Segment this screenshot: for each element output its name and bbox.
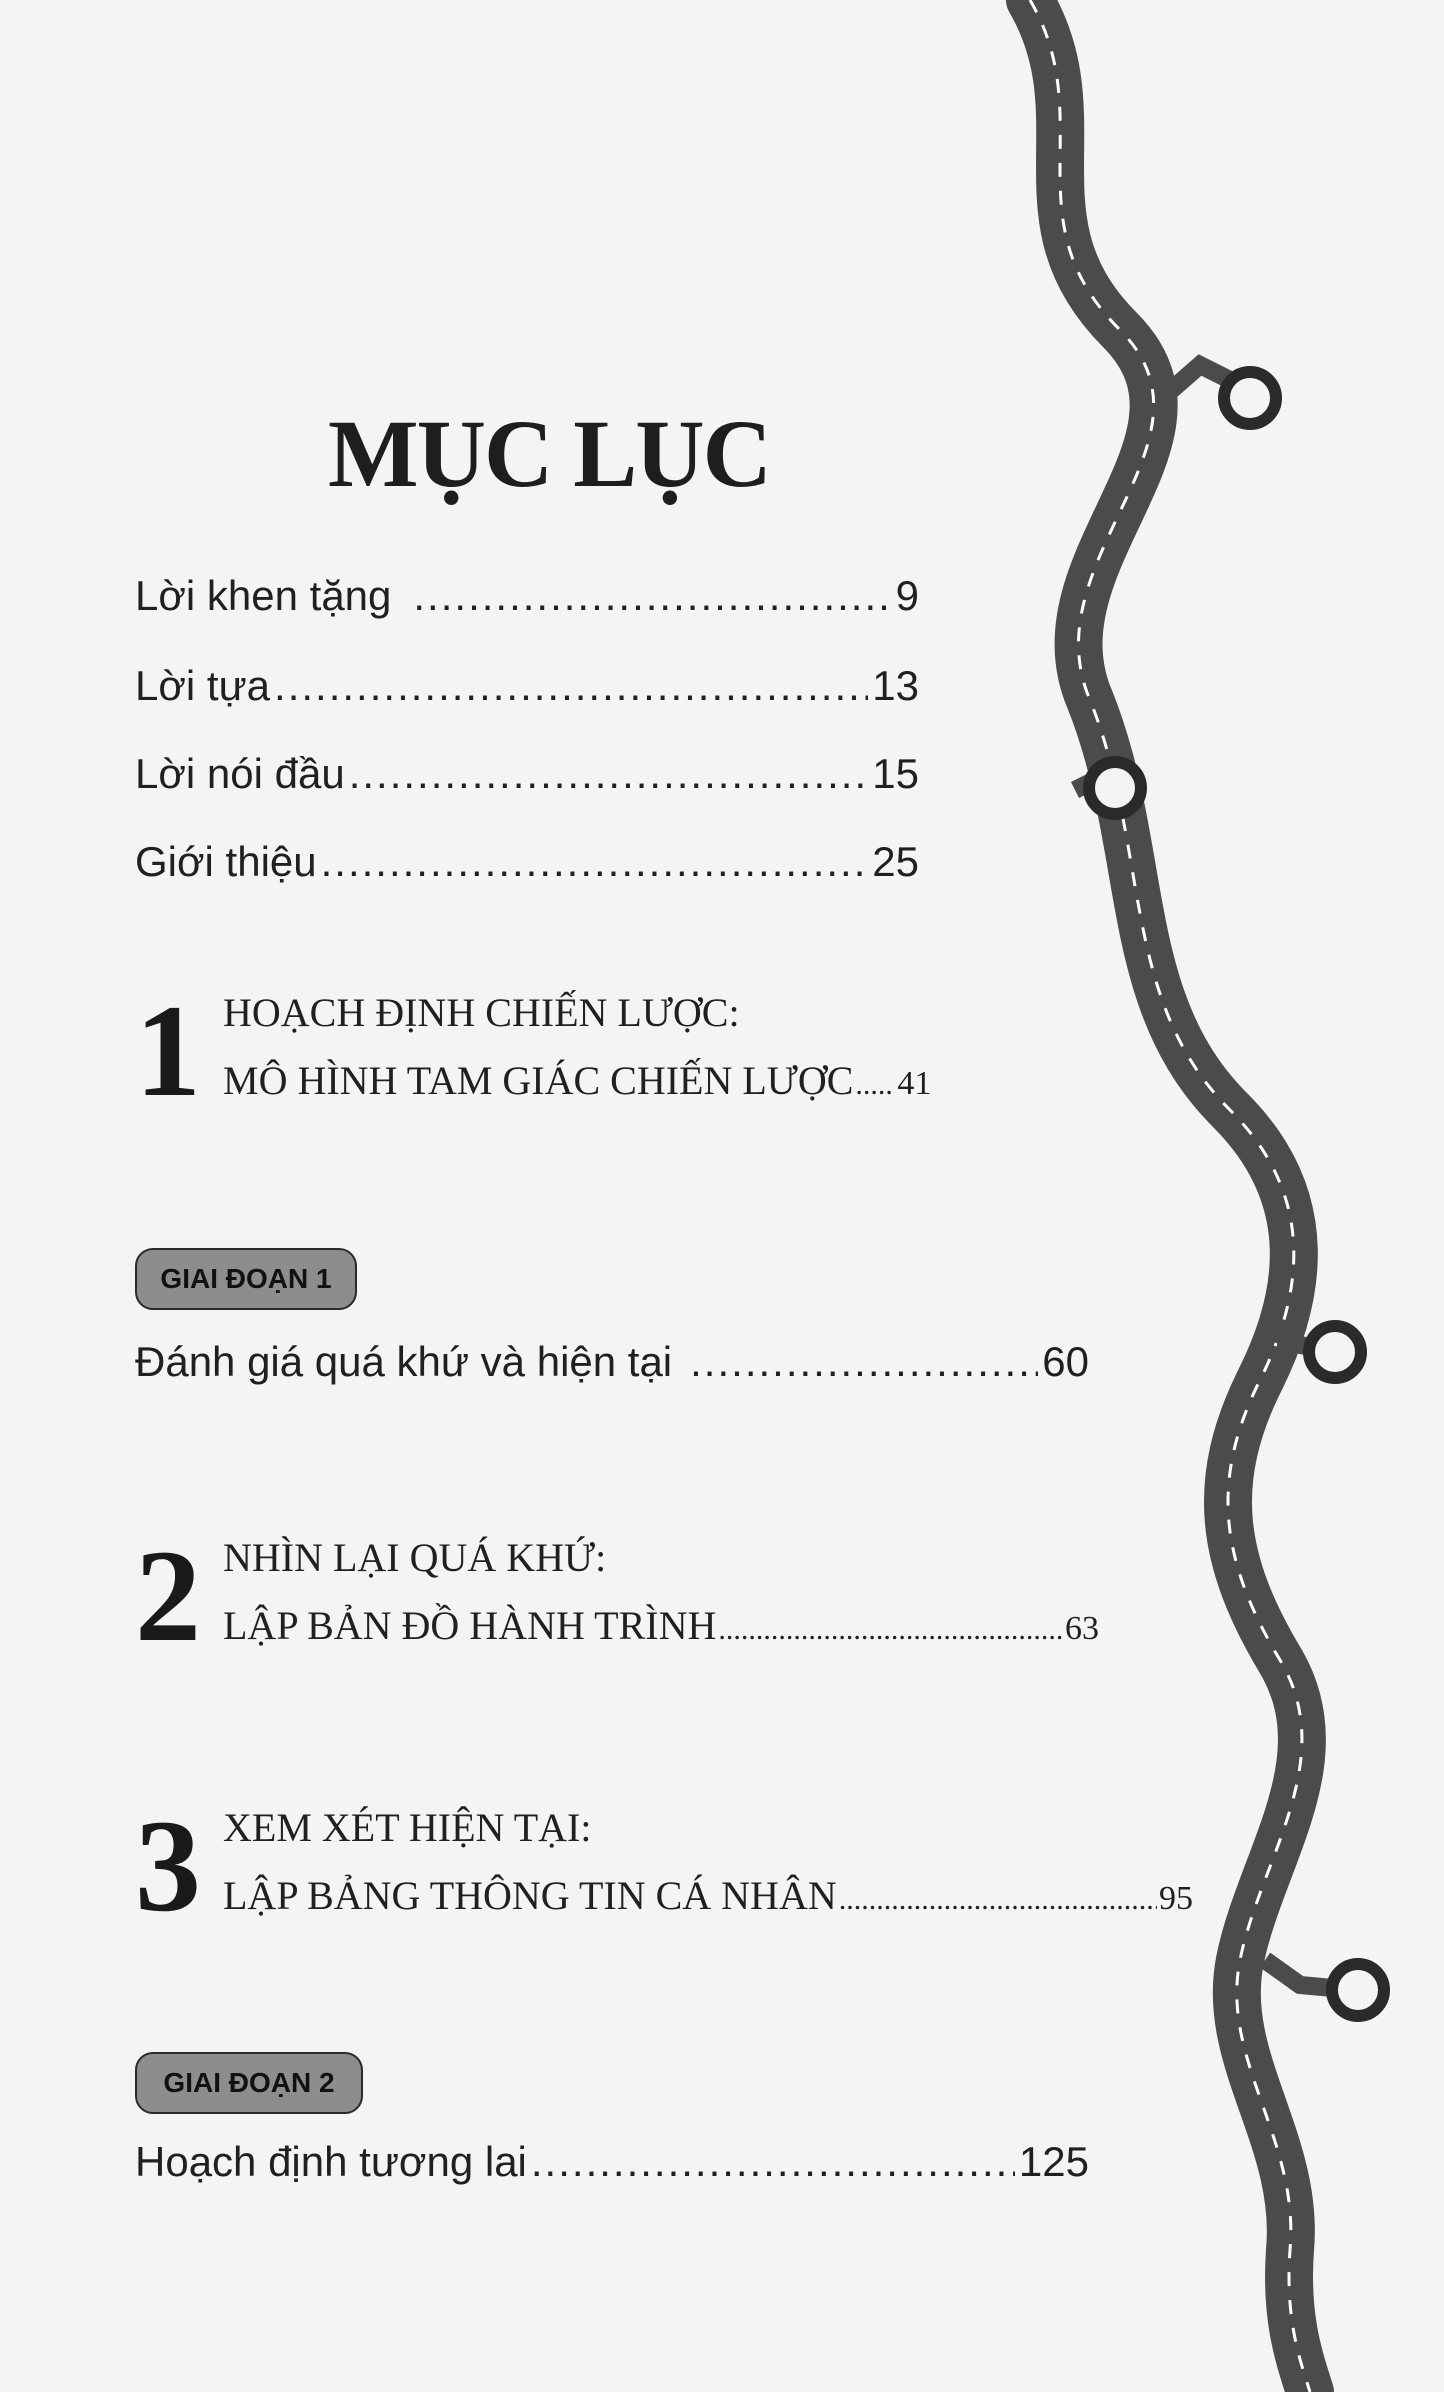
chapter-page: 95 [1159, 1880, 1193, 1917]
chapter-title-line1 [223, 1534, 606, 1581]
toc-entry-label: Hoạch định tương lai [135, 2138, 527, 2185]
chapter-heading: HOẠCH ĐỊNH CHIẾN LƯỢC: [223, 990, 740, 1035]
chapter-heading: XEM XÉT HIỆN TẠI: [223, 1805, 592, 1850]
toc-leader-dots [839, 1883, 1157, 1917]
map-pin-icon [1265, 1960, 1384, 2016]
toc-leader-dots [690, 1338, 1038, 1386]
toc-entry-label: Lời nói đầu [135, 750, 345, 797]
toc-leader-dots [531, 2138, 1015, 2186]
toc-leader-dots [718, 1613, 1063, 1647]
toc-entry-page: 125 [1018, 2138, 1089, 2185]
chapter-number: 1 [135, 977, 201, 1124]
stage-badge: GIAI ĐOẠN 1 [135, 1248, 357, 1310]
chapter-page: 63 [1065, 1610, 1099, 1647]
chapter-entry [135, 1792, 1193, 1940]
chapter-number: 2 [135, 1522, 201, 1669]
chapter-title-line2 [223, 1872, 1193, 1919]
toc-entry-label: Lời tựa [135, 662, 271, 709]
map-pin-icon [1160, 365, 1276, 424]
chapter-title-line2 [223, 1602, 1099, 1649]
stage-badge: GIAI ĐOẠN 2 [135, 2052, 363, 2114]
chapter-entry [135, 977, 1015, 1125]
toc-leader-dots [413, 572, 891, 620]
toc-leader-dots [349, 750, 869, 798]
toc-entry [135, 2138, 1089, 2186]
toc-entry [135, 662, 919, 710]
chapter-title-line1 [223, 989, 740, 1036]
toc-entry-page: 15 [872, 750, 919, 797]
page-title: MỤC LỤC [328, 400, 770, 507]
toc-entry-label: Giới thiệu [135, 838, 317, 885]
toc-entry-page: 60 [1042, 1338, 1089, 1385]
toc-entry-label: Lời khen tặng [135, 572, 392, 619]
chapter-number: 3 [135, 1792, 201, 1939]
chapter-title-line1 [223, 1804, 591, 1851]
toc-leader-dots [855, 1068, 895, 1102]
toc-entry-page: 25 [872, 838, 919, 885]
toc-entry-page: 9 [895, 572, 919, 619]
chapter-subheading: MÔ HÌNH TAM GIÁC CHIẾN LƯỢC [223, 1058, 854, 1103]
chapter-subheading: LẬP BẢN ĐỒ HÀNH TRÌNH [223, 1603, 717, 1648]
chapter-title-line2 [223, 1057, 1015, 1104]
chapter-page: 41 [897, 1065, 932, 1102]
chapter-heading: NHÌN LẠI QUÁ KHỨ: [223, 1535, 607, 1580]
chapter-subheading: LẬP BẢNG THÔNG TIN CÁ NHÂN [223, 1873, 837, 1918]
toc-entry [135, 750, 919, 798]
toc-leader-dots [274, 662, 868, 710]
map-pin-icon [1075, 762, 1141, 814]
toc-entry-page: 13 [872, 662, 919, 709]
toc-leader-dots [321, 838, 869, 886]
toc-entry [135, 1338, 1089, 1386]
toc-entry [135, 838, 919, 886]
toc-entry-label: Đánh giá quá khứ và hiện tại [135, 1338, 673, 1385]
chapter-entry [135, 1522, 1099, 1670]
toc-entry [135, 572, 919, 620]
road-shape [1030, 0, 1310, 2392]
